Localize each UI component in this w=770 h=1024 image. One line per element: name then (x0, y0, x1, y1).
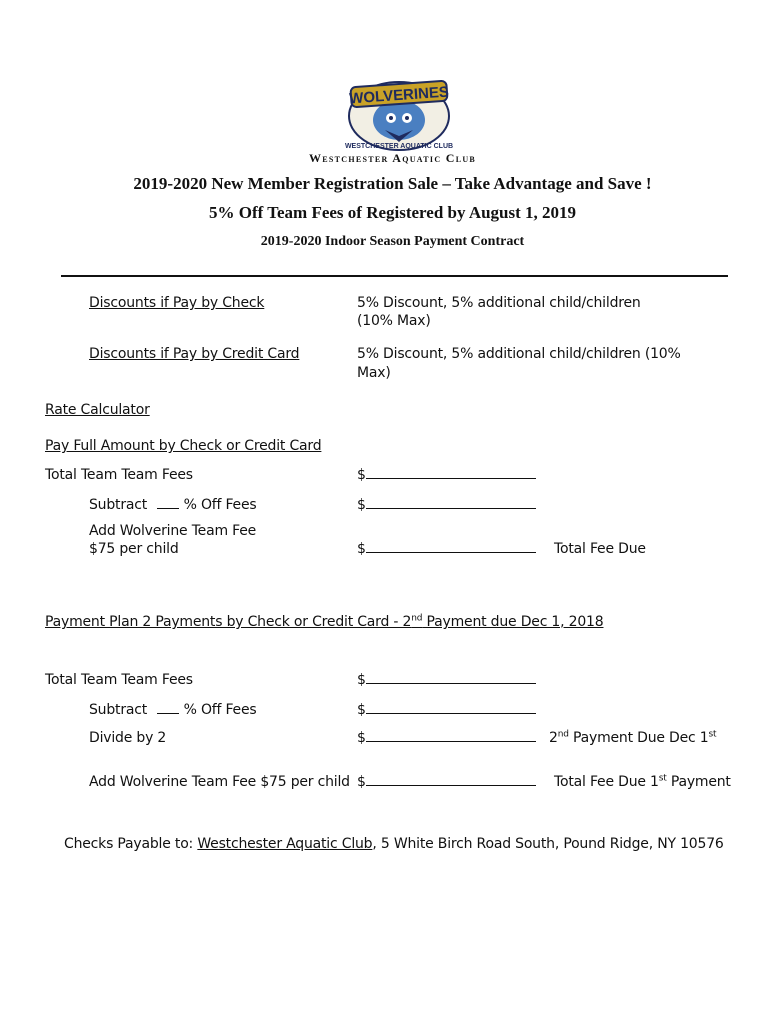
add-fee-line-2: $75 per child (89, 541, 179, 557)
discount-check-value-2: (10% Max) (357, 313, 431, 329)
discount-check-label: Discounts if Pay by Check (89, 295, 265, 311)
dollar-sign: $ (357, 672, 366, 688)
full-total-fees-field[interactable] (357, 467, 536, 483)
logo-text-bottom: WESTCHESTER AQUATIC CLUB (345, 143, 453, 150)
club-name: Westchester Aquatic Club (308, 151, 477, 165)
percent-blank[interactable] (157, 713, 179, 714)
discount-check-value-1: 5% Discount, 5% additional child/children (357, 295, 641, 311)
plan-add-fee-label: Add Wolverine Team Fee $75 per child (89, 774, 350, 790)
plan-subtract-field[interactable] (357, 702, 536, 718)
full-subtract-field[interactable] (357, 497, 536, 513)
second-payment-label: 2nd Payment Due Dec 1st (549, 729, 717, 746)
checks-payable-line: Checks Payable to: Westchester Aquatic Club, 5 White Birch Road South, Pound Ridge, NY 10576 (64, 836, 724, 852)
rate-calculator-heading: Rate Calculator (45, 402, 150, 418)
payment-plan-heading: Payment Plan 2 Payments by Check or Credit Card - 2nd Payment due Dec 1, 2018 (45, 613, 604, 630)
percent-blank[interactable] (157, 508, 179, 509)
logo-text-top: WOLVERINES (348, 83, 450, 108)
title-line-3: 2019-2020 Indoor Season Payment Contract (260, 234, 525, 249)
divide-label: Divide by 2 (89, 730, 167, 746)
discount-card-value-2: Max) (357, 365, 391, 381)
dollar-sign: $ (357, 497, 366, 513)
plan-subtract-row (89, 702, 256, 718)
dollar-sign: $ (357, 730, 366, 746)
dollar-sign: $ (357, 774, 366, 790)
plan-total-fees-field[interactable] (357, 672, 536, 688)
title-line-1: 2019-2020 New Member Registration Sale – Take Advantage and Save ! (133, 174, 652, 193)
plan-total-field[interactable] (357, 774, 536, 790)
header-divider (61, 275, 728, 277)
full-total-fees-label: Total Team Team Fees (45, 467, 193, 483)
full-total-field[interactable] (357, 541, 536, 557)
dollar-sign: $ (357, 541, 366, 557)
dollar-sign: $ (357, 702, 366, 718)
subtract-label: Subtract (89, 702, 148, 718)
discount-card-label: Discounts if Pay by Credit Card (89, 346, 300, 362)
plan-total-fees-label: Total Team Team Fees (45, 672, 193, 688)
off-fees-label: % Off Fees (183, 702, 257, 718)
total-fee-due-label: Total Fee Due (554, 541, 646, 557)
dollar-sign: $ (357, 467, 366, 483)
add-fee-line-1: Add Wolverine Team Fee (89, 523, 257, 539)
subtract-label: Subtract (89, 497, 148, 513)
off-fees-label: % Off Fees (183, 497, 257, 513)
discount-card-value-1: 5% Discount, 5% additional child/children (10% (357, 346, 681, 362)
total-first-payment-label: Total Fee Due 1st Payment (554, 773, 731, 790)
title-line-2: 5% Off Team Fees of Registered by August 1, 2019 (208, 203, 577, 222)
full-subtract-row (89, 497, 256, 513)
full-amount-heading: Pay Full Amount by Check or Credit Card (45, 438, 322, 454)
plan-divide-field[interactable] (357, 730, 536, 746)
club-logo (345, 76, 453, 152)
payee-name: Westchester Aquatic Club (197, 836, 373, 852)
